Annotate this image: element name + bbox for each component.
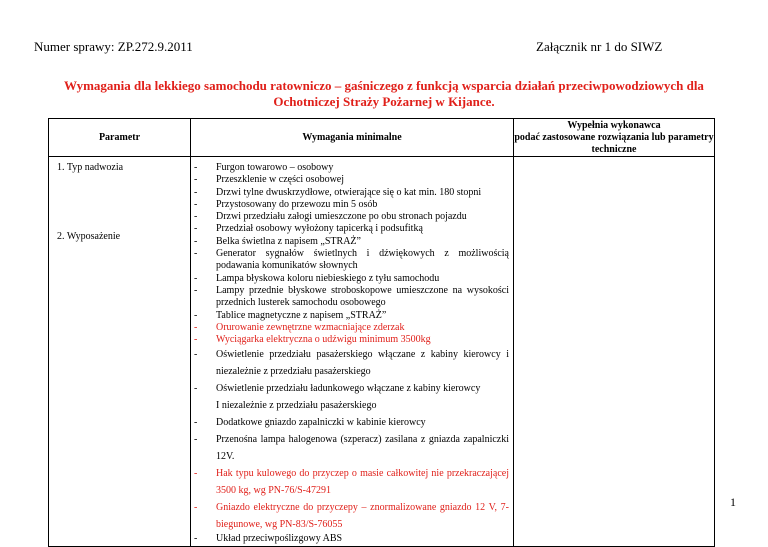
list-item: - Generator sygnałów świetlnych i dźwiękowych z możliwością podawania komunikatów słownych xyxy=(191,248,513,273)
list-item: - Furgon towarowo – osobowy xyxy=(191,162,513,174)
header-contractor-line-2: podać zastosowane rozwiązania lub parametry xyxy=(514,131,714,143)
list-item: - Tablice magnetyczne z napisem „STRAŻ” xyxy=(191,310,513,322)
list-item: - Przystosowany do przewozu min 5 osób xyxy=(191,199,513,211)
param-cell xyxy=(49,157,191,547)
header-contractor-line-1: Wypełnia wykonawca xyxy=(567,119,661,131)
list-item: - Drzwi przedziału załogi umieszczone po obu stronach pojazdu xyxy=(191,211,513,223)
document-title xyxy=(0,78,768,110)
list-item: - Hak typu kulowego do przyczep o masie całkowitej nie przekraczającej 3500 kg, wg PN-76/S-47291 xyxy=(191,465,513,499)
attachment-label: Załącznik nr 1 do SIWZ xyxy=(536,39,663,54)
contractor-cell[interactable] xyxy=(514,157,715,547)
list-item: - Drzwi tylne dwuskrzydłowe, otwierające się o kat min. 180 stopni xyxy=(191,187,513,199)
list-item: - Przedział osobowy wyłożony tapicerką i podsufitką xyxy=(191,223,513,235)
list-item: - Wyciągarka elektryczna o udźwigu minimum 3500kg xyxy=(191,334,513,346)
list-item: - Lampa błyskowa koloru niebieskiego z tyłu samochodu xyxy=(191,273,513,285)
requirements-cell xyxy=(191,157,514,547)
header-param: Parametr xyxy=(49,119,191,157)
requirements-list-body-type xyxy=(191,162,513,236)
list-item: - Oświetlenie przedziału ładunkowego włączane z kabiny kierowcy xyxy=(191,380,513,397)
header-requirements: Wymagania minimalne xyxy=(191,119,514,157)
case-number: Numer sprawy: ZP.272.9.2011 xyxy=(34,39,193,54)
requirements-table xyxy=(48,118,715,547)
list-item: - Lampy przednie błyskowe stroboskopowe umieszczone na wysokości przednich lusterek samochodu osobowego xyxy=(191,285,513,310)
list-item: - Orurowanie zewnętrzne wzmacniające zderzak xyxy=(191,322,513,334)
param-equipment: 2. Wyposażenie xyxy=(57,231,121,242)
list-item: - Przenośna lampa halogenowa (szperacz) zasilana z gniazda zapalniczki 12V. xyxy=(191,431,513,465)
page-number: 1 xyxy=(730,495,736,509)
param-body-type: 1. Typ nadwozia xyxy=(57,162,124,173)
table-header-row xyxy=(49,119,715,157)
list-item: - Oświetlenie przedziału pasażerskiego włączane z kabiny kierowcy i niezależnie z przedziału pasażerskiego xyxy=(191,346,513,380)
title-line-1: Wymagania dla lekkiego samochodu ratowniczo – gaśniczego z funkcją wsparcia działań przeciwpowodziowych dla xyxy=(64,78,704,93)
list-item: - Belka świetlna z napisem „STRAŻ” xyxy=(191,236,513,248)
list-item: - Przeszklenie w części osobowej xyxy=(191,174,513,186)
table-row-body xyxy=(49,157,715,547)
list-item: - Układ przeciwpoślizgowy ABS xyxy=(191,533,513,545)
header-contractor xyxy=(514,119,715,157)
list-item: - Gniazdo elektryczne do przyczepy – znormalizowane gniazdo 12 V, 7-biegunowe, wg PN-83/S-76055 xyxy=(191,499,513,533)
list-item: I niezależnie z przedziału pasażerskiego xyxy=(216,400,377,412)
requirements-list-equipment xyxy=(191,236,513,546)
list-item: - Dodatkowe gniazdo zapalniczki w kabinie kierowcy xyxy=(191,414,513,431)
title-line-2: Ochotniczej Straży Pożarnej w Kijance. xyxy=(273,94,495,109)
header-contractor-line-3: techniczne xyxy=(591,143,637,155)
